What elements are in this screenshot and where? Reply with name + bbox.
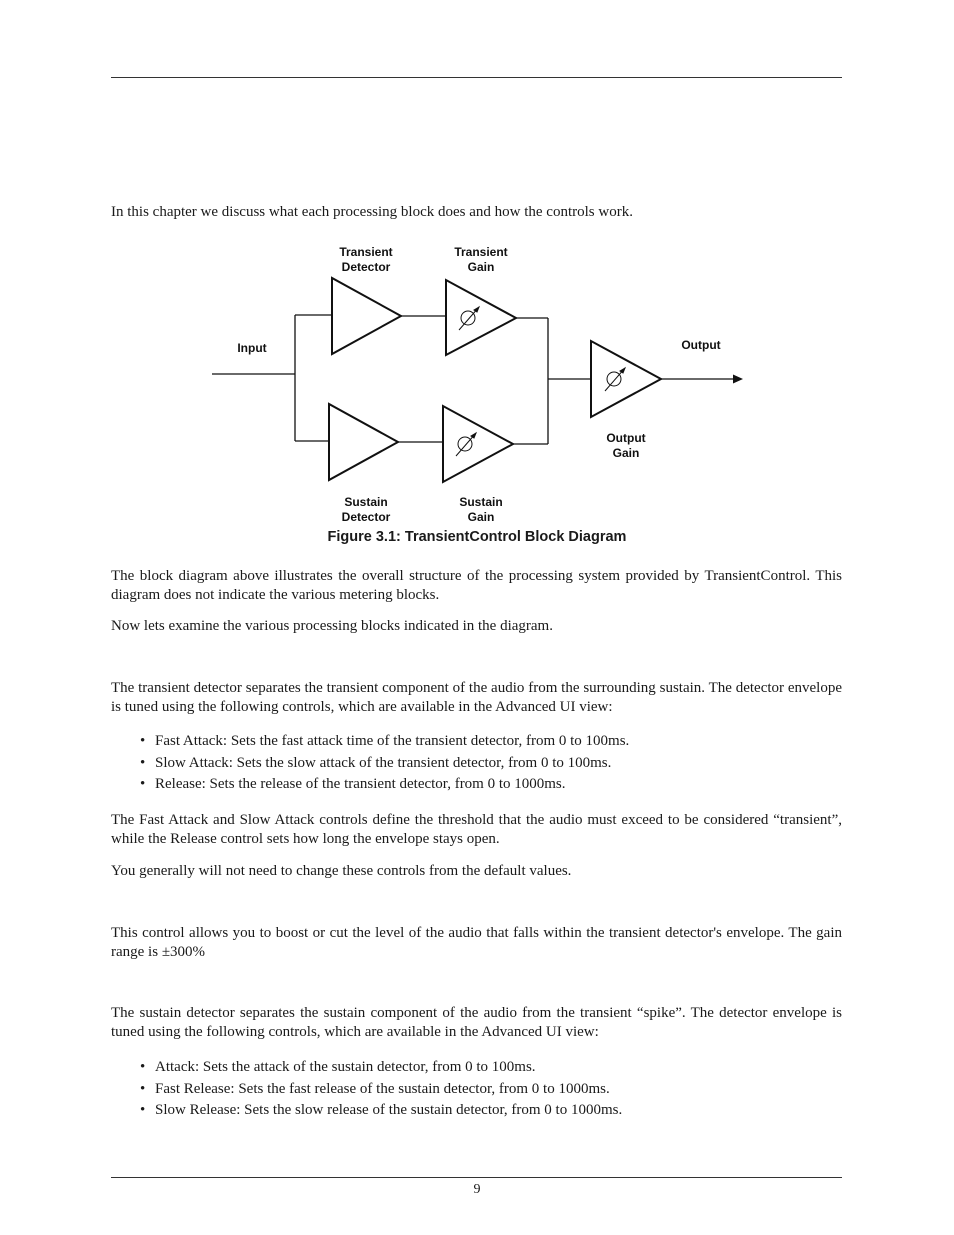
- transient-detector-paragraph: The transient detector separates the transient component of the audio from the surrounding sustain. The detector envelope is tuned using the following controls, which are available in the Advanced UI view:: [111, 680, 842, 715]
- list-item: • Fast Release: Sets the fast release of the sustain detector, from 0 to 1000ms.: [140, 1079, 840, 1101]
- transient-detector-triangle: [332, 278, 401, 354]
- transient-detector-label-line1: Transient: [339, 245, 393, 259]
- transient-gain-label-line1: Transient: [454, 245, 508, 259]
- transient-gain-label-line2: Gain: [467, 260, 495, 274]
- list-item: • Attack: Sets the attack of the sustain detector, from 0 to 100ms.: [140, 1057, 840, 1079]
- transient-detector-label-line2: Detector: [341, 260, 391, 274]
- sustain-detector-label-line2: Detector: [341, 510, 391, 524]
- sustain-detector-paragraph: The sustain detector separates the sustain component of the audio from the transient “spike”. The detector envelope is tuned using the following controls, which are available in the Advanced UI view:: [111, 1005, 842, 1040]
- output-arrow-icon: [733, 375, 743, 384]
- sustain-gain-label-line1: Sustain: [459, 495, 503, 509]
- sustain-gain-triangle: [443, 406, 513, 482]
- list-item: • Fast Attack: Sets the fast attack time of the transient detector, from 0 to 100ms.: [140, 731, 840, 753]
- block-diagram: [0, 0, 954, 560]
- overview-paragraph: The block diagram above illustrates the overall structure of the processing system provided by TransientControl. This diagram does not indicate the various metering blocks.: [111, 568, 842, 603]
- output-label: Output: [681, 338, 721, 352]
- transient-controls-list: [140, 731, 840, 796]
- sustain-controls-list: [140, 1057, 840, 1122]
- list-item: • Release: Sets the release of the transient detector, from 0 to 1000ms.: [140, 774, 840, 796]
- sustain-detector-triangle: [329, 404, 398, 480]
- transient-gain-knob-icon: [459, 307, 479, 330]
- figure-caption: Figure 3.1: TransientControl Block Diagram: [327, 529, 627, 545]
- transient-gain-triangle: [446, 280, 516, 355]
- output-gain-knob-icon: [605, 368, 625, 391]
- defaults-paragraph: You generally will not need to change these controls from the default values.: [111, 863, 572, 879]
- sustain-gain-knob-icon: [456, 433, 476, 456]
- footer-rule: [111, 1177, 842, 1178]
- list-item: • Slow Attack: Sets the slow attack of the transient detector, from 0 to 100ms.: [140, 753, 840, 775]
- sustain-gain-label-line2: Gain: [467, 510, 495, 524]
- transient-gain-paragraph: This control allows you to boost or cut the level of the audio that falls within the transient detector's envelope. The gain range is ±300%: [111, 925, 842, 960]
- list-item: • Slow Release: Sets the slow release of the sustain detector, from 0 to 1000ms.: [140, 1100, 840, 1122]
- threshold-paragraph: The Fast Attack and Slow Attack controls define the threshold that the audio must exceed to be considered “transient”, while the Release control sets how long the envelope stays open.: [111, 812, 842, 847]
- sustain-detector-label-line1: Sustain: [344, 495, 388, 509]
- intro-paragraph: In this chapter we discuss what each processing block does and how the controls work.: [111, 204, 633, 220]
- output-gain-label-line1: Output: [606, 431, 646, 445]
- input-label: Input: [237, 341, 267, 355]
- output-gain-label-line2: Gain: [612, 446, 640, 460]
- output-gain-triangle: [591, 341, 661, 417]
- examine-paragraph: Now lets examine the various processing blocks indicated in the diagram.: [111, 618, 553, 634]
- page-number: 9: [473, 1182, 481, 1197]
